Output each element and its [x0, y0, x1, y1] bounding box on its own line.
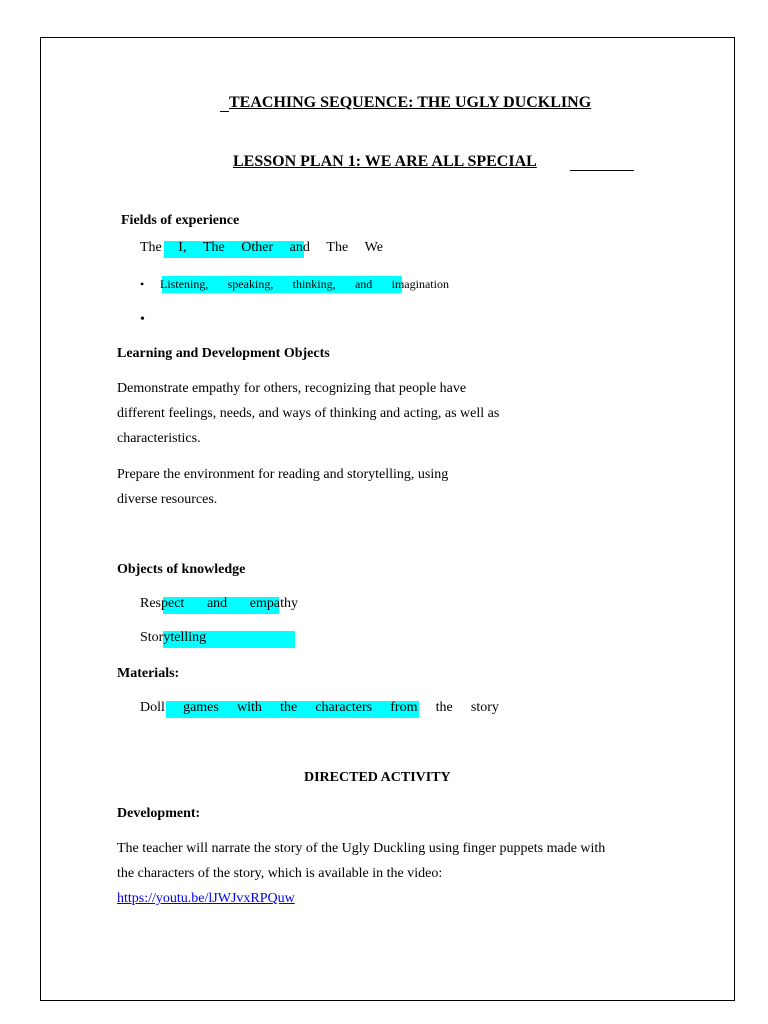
learning-paragraph-1 — [117, 376, 577, 451]
word: Other — [241, 240, 274, 255]
word: characters — [315, 700, 373, 715]
fields-line-1 — [140, 240, 383, 256]
fields-bullet-1 — [160, 277, 449, 292]
heading-learning-objects: Learning and Development Objects — [117, 346, 330, 361]
word: The — [202, 240, 225, 255]
word: The — [140, 240, 162, 255]
word: with — [237, 700, 262, 715]
word: and — [354, 277, 373, 291]
word: Listening, — [160, 277, 209, 291]
title-lesson-plan: LESSON PLAN 1: WE ARE ALL SPECIAL — [233, 153, 537, 170]
text-line: characteristics. — [117, 431, 201, 446]
heading-materials: Materials: — [117, 666, 180, 681]
video-link[interactable]: https://youtu.be/lJWJvxRPQuw — [117, 891, 295, 906]
text-line: the characters of the story, which is available in the video: — [117, 866, 443, 881]
word: Respect — [140, 596, 185, 611]
word: speaking, — [227, 277, 274, 291]
word: the — [280, 700, 298, 715]
title-teaching-sequence: TEACHING SEQUENCE: THE UGLY DUCKLING — [229, 94, 592, 111]
knowledge-line-2: Storytelling — [140, 630, 207, 645]
word: imagination — [391, 277, 449, 291]
learning-paragraph-2 — [117, 462, 577, 512]
word: and — [289, 240, 310, 255]
heading-fields-of-experience: Fields of experience — [121, 213, 240, 228]
word: games — [183, 700, 219, 715]
word: I, — [178, 240, 187, 255]
materials-line — [140, 700, 499, 716]
knowledge-line-1 — [140, 596, 298, 612]
text-line: different feelings, needs, and ways of thinking and acting, as well as — [117, 406, 500, 421]
word: The — [326, 240, 349, 255]
word: Doll — [140, 700, 165, 715]
text-line: diverse resources. — [117, 492, 218, 507]
word: thinking, — [292, 277, 336, 291]
word: and — [206, 596, 228, 611]
heading-development: Development: — [117, 806, 201, 821]
word: We — [364, 240, 383, 255]
title-underline-lead — [220, 111, 229, 112]
word: story — [470, 700, 499, 715]
word: from — [390, 700, 418, 715]
bullet-glyph: • — [140, 277, 145, 291]
heading-directed-activity: DIRECTED ACTIVITY — [304, 770, 451, 785]
text-line: Prepare the environment for reading and storytelling, using — [117, 467, 449, 482]
word: the — [435, 700, 453, 715]
text-line: The teacher will narrate the story of the Ugly Duckling using finger puppets made with — [117, 841, 606, 856]
word: empathy — [249, 596, 298, 611]
development-paragraph — [117, 836, 677, 911]
title-underline-trail — [570, 170, 634, 171]
text-line: Demonstrate empathy for others, recognizing that people have — [117, 381, 467, 396]
heading-objects-of-knowledge: Objects of knowledge — [117, 562, 246, 577]
bullet-glyph-empty: • — [140, 312, 145, 327]
